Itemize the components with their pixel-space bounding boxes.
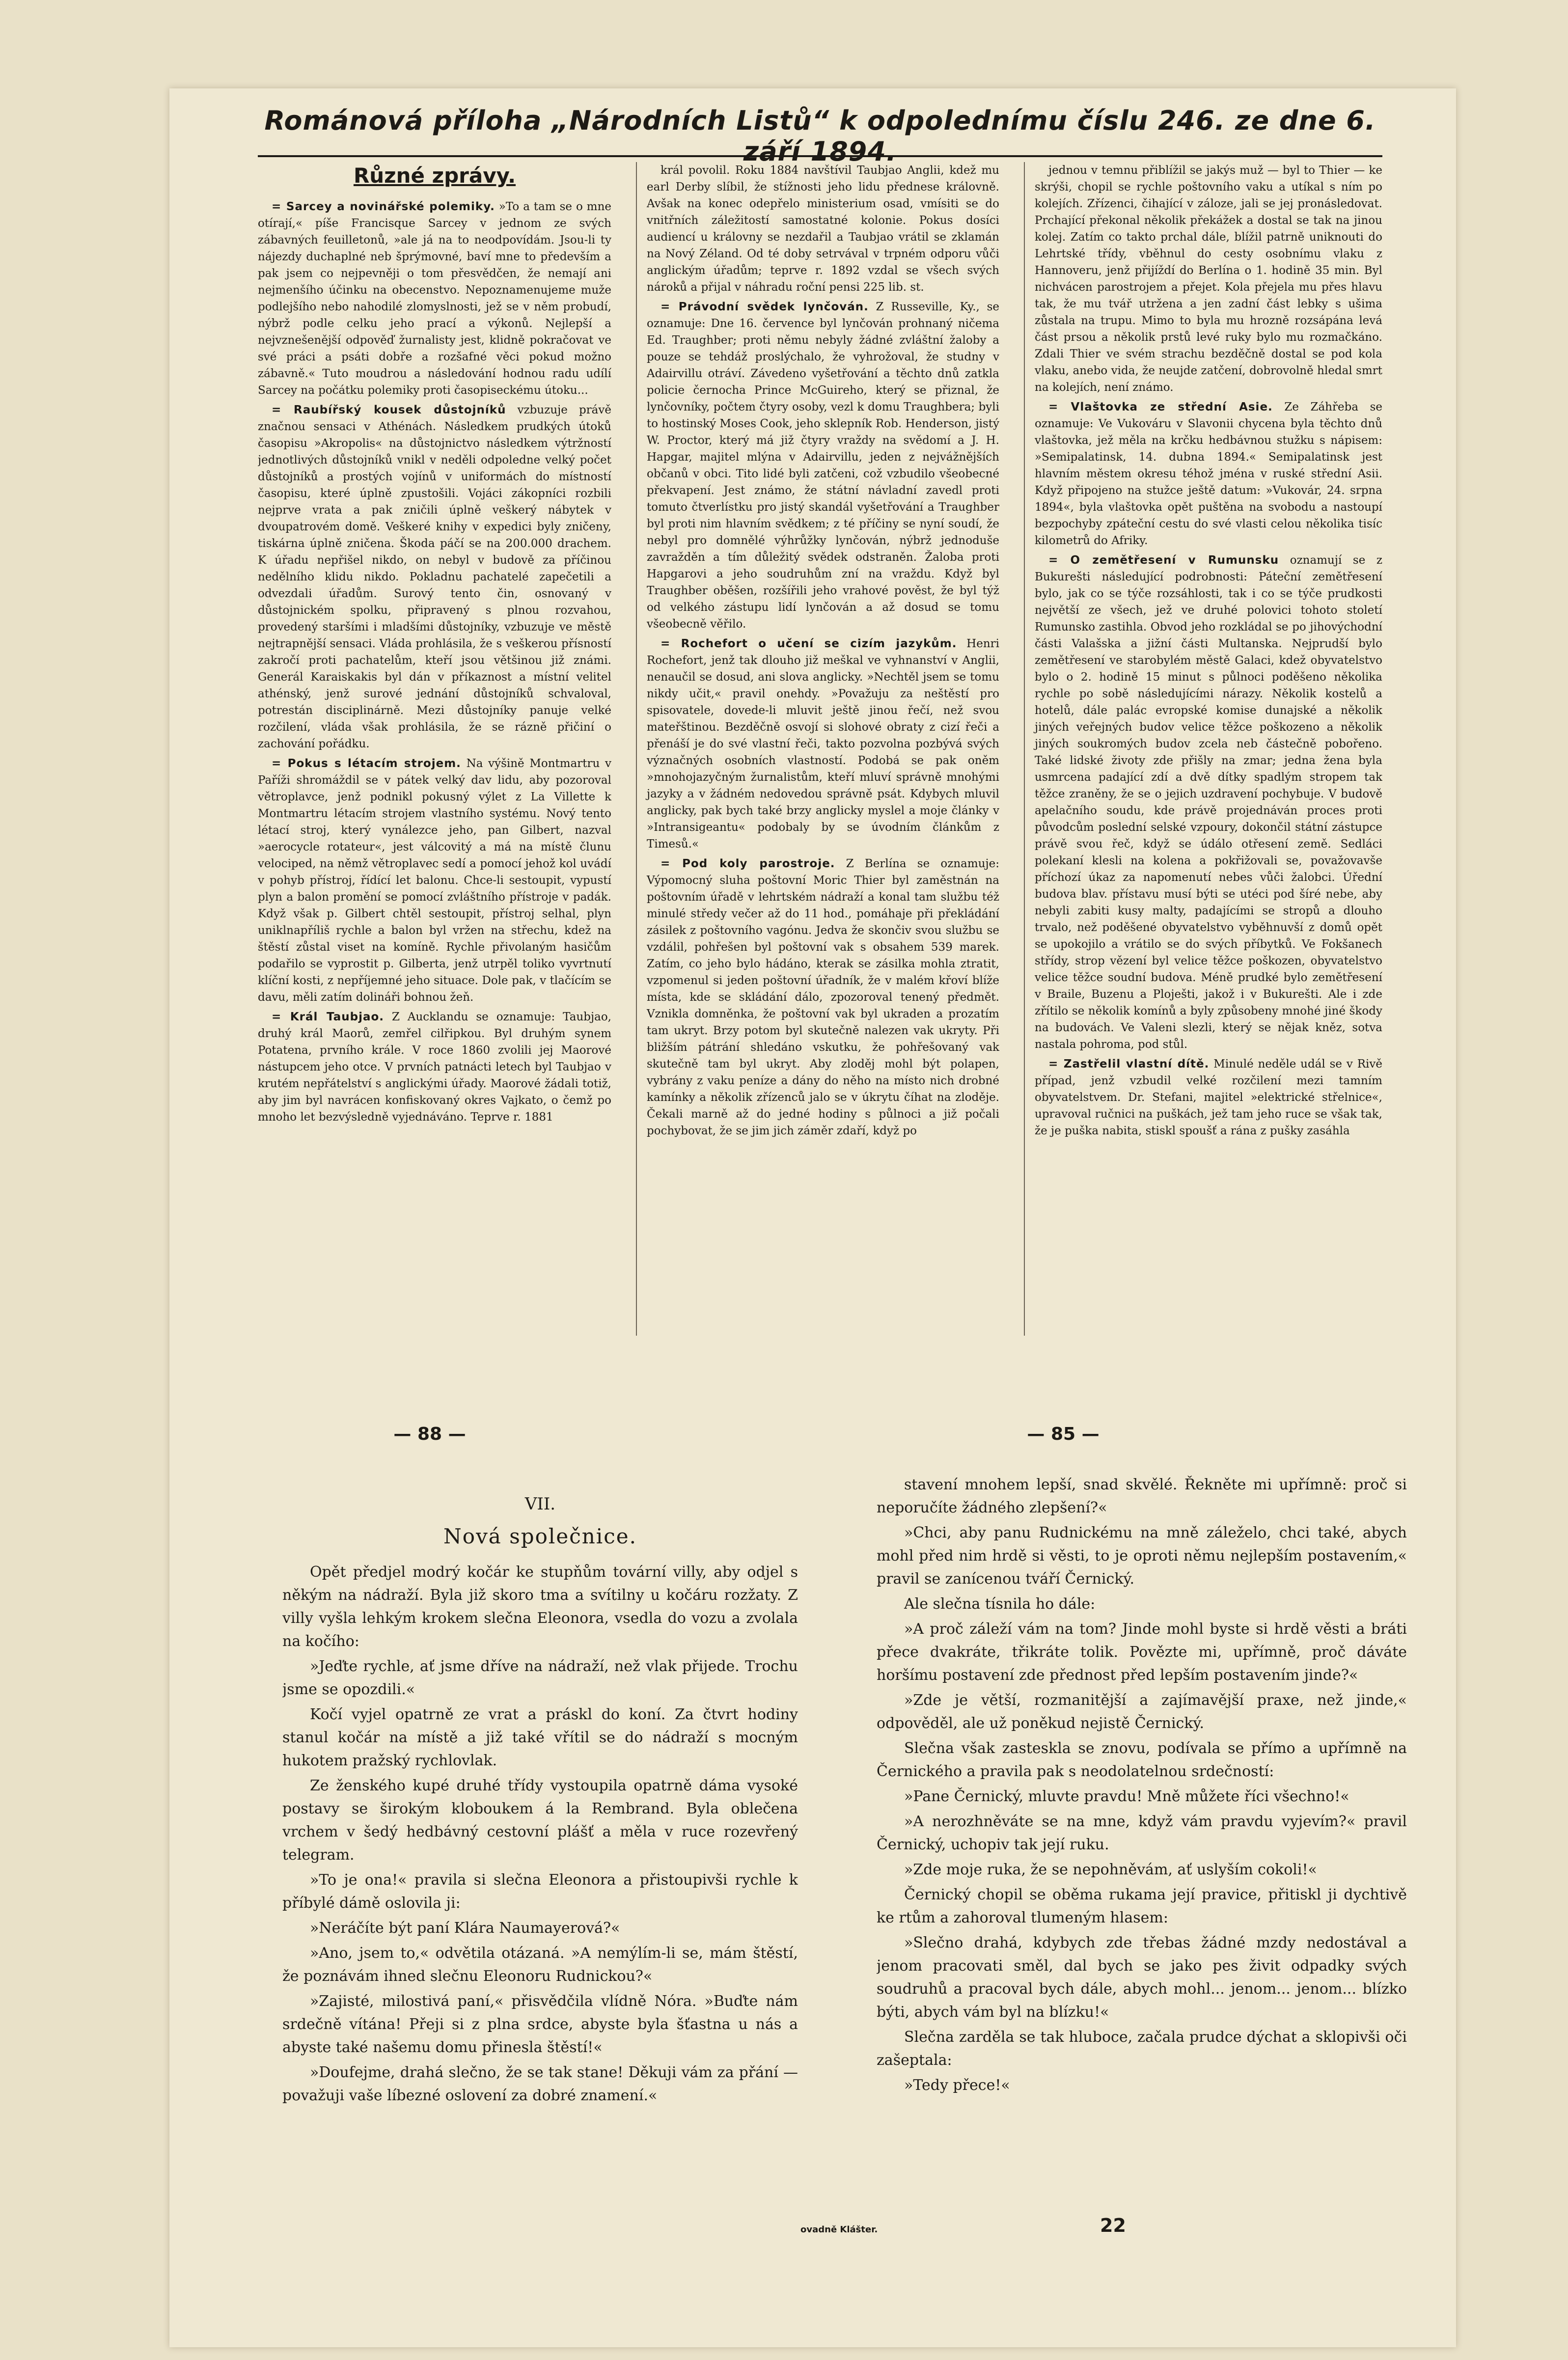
chapter-title: Nová společnice. (443, 1524, 637, 1548)
page-number-left: — 88 — (393, 1424, 466, 1444)
novel-paragraph: Ze ženského kupé druhé třídy vystoupila opatrně dáma vysoké postavy se širokým kloboukem á la Rembrand. Byla oblečena vrchem v šedý hedbávný cestovní plášť a měla v ruce rozevřený telegram. (282, 1777, 798, 1864)
article-text: jednou v temnu přiblížil se jakýs muž — byl to Thier — ke skrýši, chopil se rychle poštovního vaku a utíkal s ním po kolejích. Zřízenci, čihající v záloze, jali se jej pronásledovat. Prchající překonal několik překážek a dostal se tak na jinou kolej. Zatím co takto prchal dále, blížil patrně uniknouti do Lehrtské třídy, vběhnul do cesty osobnímu vlaku z Hannoveru, jenž přijíždí do Berlína o 1. hodině 35 min. Byl nichvácen parostrojem a přejet. Kola přejela mu přes hlavu tak, že mu tvář utržena a jen zadní část lebky s ušima zůstala na trupu. Mimo to byla mu hrozně rozsápána levá část prsou a několik prstů levé ruky bylo mu rozmačkáno. Zdali Thier ve svém strachu bezděčně dostal se pod kola vlaku, anebo vida, že neujde zatčení, dobrovolně hledal smrt na kolejích, není známo. (1035, 164, 1382, 394)
page-number-right: — 85 — (1027, 1424, 1100, 1444)
article (647, 855, 999, 1139)
article (1035, 552, 1382, 1053)
novel-paragraph: Černický chopil se oběma rukama její pravice, přitiskl ji dychtivě ke rtům a zahoroval tlumeným hlasem: (877, 1886, 1407, 1926)
article (647, 162, 999, 296)
article-headline: = Raubířský kousek důstojníků (272, 404, 506, 416)
novel-right-page (877, 1473, 1407, 2318)
novel-paragraph: »Ano, jsem to,« odvětila otázaná. »A nemýlím-li se, mám štěstí, že poznávám ihned slečnu Eleonoru Rudnickou?« (282, 1945, 798, 1985)
novel-paragraph: »Doufejme, drahá slečno, že se tak stane! Děkuji vám za přání — považuji vaše líbezné oslovení za dobré znamení.« (282, 2064, 798, 2104)
novel-paragraph: »Zajisté, milostivá paní,« přisvědčila vlídně Nóra. »Buďte nám srdečně vítána! Přeji si z plna srdce, abyste byla šťastna u nás a abyste také našemu domu přinesla štěstí!« (282, 1993, 798, 2056)
article-text: »To a tam se o mne otírají,« píše Francisque Sarcey v jednom ze svých zábavných feuilletonů, »ale já na to neodpovídám. Jsou-li ty nájezdy duchaplné neb šprýmovné, baví mne to především a pak jsem co nejpevněji o tom přesvědčen, že nemají ani nejmenšího účinku na obecenstvo. Nepoznamenujeme muže podlejšího nebo nahodilé zlomyslnosti, jež se v něm probudí, nýbrž podle celku jeho prací a výkonů. Nejlepší a nejvznešenější odpověď žurnalisty jest, klidně pokračovat ve své práci a psáti dobře a rozšafné věci pokud možno zábavně.« Tuto moudrou a následování hodnou radu udílí Sarcey na počátku polemiky proti časopiseckému útoku... (258, 200, 611, 397)
novel-paragraph: Slečna však zastesklа se znovu, podívala se přímo a upřímně na Černického a pravila pak s neodolatelnou srdečností: (877, 1740, 1407, 1780)
article-headline: = Král Taubjao. (272, 1011, 385, 1023)
article-text: Z Russeville, Ky., se oznamuje: Dne 16. července byl lynčován prohnaný ničema Ed. Traughber; proti němu nebyly žádné zvláštní žaloby a pouze se tehdáž proslýchalo, že vyhrožoval, že studny v Adairvillu otráví. Závedeno vyšetřování a těchto dnů zatkla policie černocha Prince McGuireho, který se přiznal, že lynčovníky, počtem čtyry osoby, vezl k domu Traughbera; byli to hostinský Moses Cook, jeho sklepník Rob. Henderson, jistý W. Proctor, který má již čtyry vraždy na svědomí a J. H. Hapgar, majitel mlýna v Adairvillu, jeden z nejvážnějších občanů v obci. Tito lidé byli zatčeni, což vzbudilo všeobecné překvapení. Jest známo, že státní návladní zavedl proti tomuto čtverlístku pro jistý skandál vyšetřování a Traughber byl proti nim hlavním svědkem; z té příčiny se nyní soudí, že nebyl pro domnělé výhrůžky lynčován, nýbrž jednoduše zavražděn a tím důležitý svědek odstraněn. Žaloba proti Hapgarovi a jeho soudruhům zní na vraždu. Když byl Traughber oběšen, rozšířili jeho vrahové pověst, že byl týž od velkého zástupu lidí lynčován a až dosud se tomu všeobecně věřilo. (647, 301, 1000, 631)
novel-paragraph: Ale slečna tísnila ho dále: (904, 1595, 1096, 1613)
article-text: Z Berlína se oznamuje: Výpomocný sluha poštovní Moric Thier byl zaměstnán na poštovním úřadě v lehrtském nádraží a konal tam službu též minulé středy večer až do 11 hod., pomáhaje při překládání zásilek z poštovního vagónu. Jedva že skončiv svou službu se vzdálil, pohřešen byl poštovní vak s obsahem 539 marek. Zatím, co jeho bylo hádáno, kterak se zásilka mohla ztratit, vzpomenul si jeden poštovní úřadník, že v malém křoví blíže místa, kde se skládání dálo, zpozoroval tenený předmět. Vznikla domněnka, že poštovní vak byl ukraden a prozatím tam ukryt. Brzy potom byl skutečně nalezen vak ukryty. Při bližším pátrání shledáno vskutku, že pohřešovaný vak skutečně tam byl ukryt. Aby zloděj mohl být polapen, vybrány z vaku peníze a dány do něho na místo nich drobné kamínky a několik zřízenců jalo se v úkrytu číhat na zloděje. Čekali marně až do jedné hodiny s půlnoci a již počali pochybovat, že se jim jich záměr zdaří, když po (647, 857, 1000, 1137)
novel-paragraph: »A proč záleží vám na tom? Jinde mohl byste si hrdě věsti a bráti přece dvakráte, třikráte tolik. Povězte mi, upřímně, proč dáváte horšímu postavení zde přednost před lepším postavením jinde?« (877, 1620, 1407, 1684)
article-headline: = Pokus s létacím strojem. (272, 757, 461, 770)
article-text: Ze Záhřeba se oznamuje: Ve Vukováru v Slavonii chycena byla těchto dnů vlaštovka, jež měla na krčku hedbávnou stužku s nápisem: »Semipalatinsk, 14. dubna 1894.« Semipalatinsk jest hlavním městem okresu téhož jména v ruské střední Asii. Když připojeno na stužce ještě datum: »Vukovár, 24. srpna 1894«, byla vlaštovka opět puštěna na svobodu a nastoupí bezpochyby zpáteční cestu do své vlasti celou několika tisíc kilometrů do Afriky. (1035, 401, 1382, 547)
article (1035, 399, 1382, 549)
printer-signature: ovadně Klášter. (800, 2224, 878, 2235)
article-headline: = Pod koly parostroje. (660, 857, 835, 870)
page-header: Románová příloha „Národních Listů“ k odpolednímu číslu 246. ze dne 6. září 1894. (258, 98, 1382, 157)
article-text: Na výšině Montmartru v Paříži shromáždil se v pátek velký dav lidu, aby pozoroval větroplavce, jenž podnikl pokusný výlet z La Villette k Montmartru létacím strojem vlastního systému. Nový tento létací stroj, který vynálezce jeho, pan Gilbert, nazval »aerocycle rotateur«, jest válcovitý a má na místě člunu velociped, na němž větroplavec sedí a pomocí jehož kol uvádí v pohyb přístroj, řídící let balonu. Chce-li sestoupit, vypustí plyn a balon promění se pomocí zvláštního přístroje v padák. Když však p. Gilbert chtěl sestoupit, přístroj selhal, plyn uniklnapříliš rychle a balon byl vržen na střechu, kdež na štěstí zůstal viset na komíně. Rychle přivolaným hasičům podařilo se vyprostit p. Gilberta, jenž utrpěl toliko vyvrtnutí klíční kosti, z nepříjemné jeho situace. Dole pak, v tlačícím se davu, měli zatím dolináři bohnou žeň. (258, 757, 612, 1004)
column-3 (1024, 162, 1382, 1336)
article (647, 635, 999, 852)
article-text: oznamují se z Bukurešti následující podrobnosti: Páteční zemětřesení bylo, jak co se týče rozsáhlosti, tak i co se týče prudkosti největší ze všech, jež ve druhé polovici tohoto století Rumunsko zastihla. Obvod jeho rozkládal se po jihovýchodní části Valašska a jižní části Multanska. Nejprudší bylo zemětřesení ve starobylém městě Galaci, kdež obyvatelstvo bylo o 2. hodině 15 minut s půlnoci poděšeno několika rychle po sobě následujícími nárazy. Několik kostelů a hotelů, dále palác evropské komise dunajské a několik jiných veřejných budov velice těžce poškozeno a několik jiných soukromých budov zcela neb částečně pobořeno. Také lidské životy zde přišly na zmar; jedna žena byla usmrcena padající zdí a dvě dítky spadlým stropem tak těžce zraněny, že se o jejich uzdravení pochybuje. V budově apelačního soudu, kde právě projednáván proces proti původcům poslední selské vzpoury, dokončil státní zástupce právě svou řeč, když se údálo otřesení země. Sedláci polekaní klesli na kolena a pokřižovali se, považovavše příchozí úkaz za napomenutí nebes vůči žalobci. Úřední budova blav. přístavu musí býti se utéci pod šíré nebe, aby nebyli zabiti kusy malty, padajícími se stropů a dlouho trvalo, než poděšené obyvatelstvo vyběhnuvší z domů opět se upokojilo a vrátilo se do svých příbytků. Ve Fokšanech střídy, strop vězení byl velice těžce poškozen, obyvatelstvo velice těžce soudní budova. Méně prudké bylo zemětřesení v Braile, Buzenu a Ploješti, jakož i v Bukurešti. Ale i zde zřítilo se několik komínů a byly způsobeny mnohé jiné škody na budovách. Ve Valeni slezli, který se nějak kněz, sotva nastala pohroma, pod stůl. (1035, 554, 1382, 1051)
article (647, 299, 999, 632)
article-headline: = Sarcey a novinářské polemiky. (272, 200, 495, 213)
article-text: král povolil. Roku 1884 navštívil Taubjao Anglii, kdež mu earl Derby slíbil, že stížnosti jeho lidu přednese královně. Avšak na konec odepřelo ministerium osad, vmísiti se do vnitřních záležitostí samostatné kolonie. Pokus dosíci audiencí u královny se nezdařil a Taubjao vrátil se zklamán na Nový Zéland. Od té doby setrvával v trpném odporu vůči anglickým úřadům; teprve r. 1892 vzdal se všech svých nároků a přijal v náhradu roční pensi 225 lib. st. (647, 164, 999, 294)
column-2 (636, 162, 1009, 1336)
article (258, 198, 611, 399)
news-section (258, 162, 1382, 1336)
novel-paragraph: »A nerozhněváte se na mne, když vám pravdu vyjevím?« pravil Černický, uchopiv tak její ruku. (877, 1813, 1407, 1853)
article (1035, 162, 1382, 396)
article-headline: = O zemětřesení v Rumunsku (1048, 554, 1279, 567)
article-text: vzbuzuje právě značnou sensaci v Athénách. Následkem prudkých útoků časopisu »Akropolis« na důstojnictvo následkem výtržností jednotlivých důstojníků vnikl v neděli odpoledne velký počet důstojníků a prostých vojínů v uniformách do místností časopisu, které úplně zpustošili. Vojáci zákopníci rozbili nejprve vrata a pak zničili úplně veškerý nábytek v dvoupatrovém domě. Veškeré knihy v expedici byly zničeny, tiskárna úplně zničena. Škoda páčí se na 200.000 drachem. K úřadu nepřišel nikdo, on nebyl v budově za příčinou nedělního klidu nikdo. Pokladnu pachatelé zapečetili a odvezdali úřadům. Surový tento čin, osnovaný v důstojnickém spolku, připravený s plnou rozvahou, provedený staršími i mladšími důstojníky, vzbuzuje ve městě nejtrapnější sensaci. Vláda prohlásila, že s veškerou přísností zakročí proti pachatelům, kteří jsou většinou již známi. Generál Karaiskakis byl dán v příkaznost a místní velitel athénský, jenž surové jednání důstojníků schvaloval, potrestán disciplinárně. Mezi důstojníky panuje velké rozčilení, vláda však prohlásila, že se rázně přičiní o zachování pořádku. (258, 404, 612, 750)
novel-paragraph: »Neráčíte být paní Klára Naumayerová?« (310, 1920, 620, 1937)
chapter-number: VII. (524, 1494, 556, 1514)
sheet-number: 22 (1100, 2215, 1126, 2236)
newspaper-page (169, 88, 1456, 2347)
novel-paragraph: Slečna zarděla se tak hluboce, začala prudce dýchat a sklopivši oči zašeptala: (877, 2029, 1407, 2069)
article-headline: = Právodní svědek lynčován. (660, 301, 869, 313)
article-text: Z Aucklandu se oznamuje: Taubjao, druhý král Maorů, zemřel cilřipkou. Byl druhým synem Potatena, prvního krále. V roce 1860 zvolili jej Maorové nástupcem jeho otce. V prvních patnácti letech byl Taubjao v krutém nepřátelství s anglickými úřady. Maorové žádali totiž, aby jim byl navrácen konfiskovaný okres Vajkato, o čemž po mnoho let bezvýsledně vyjednáváno. Teprve r. 1881 (258, 1011, 611, 1124)
novel-paragraph: »Chci, aby panu Rudnickému na mně záleželo, chci také, abych mohl před nim hrdě si věsti, to je oproti němu nejlepším postavením,« pravil se zanícenou tváří Černický. (877, 1524, 1407, 1588)
article (1035, 1056, 1382, 1139)
column-1 (258, 162, 621, 1336)
novel-paragraph: »Jeďte rychle, ať jsme dříve na nádraží, než vlak přijede. Trochu jsme se opozdili.« (282, 1658, 798, 1698)
article (258, 755, 611, 1006)
article-headline: = Vlaštovka ze střední Asie. (1048, 401, 1273, 413)
article (258, 402, 611, 752)
article-text: Henri Rochefort, jenž tak dlouho již meškal ve vyhnanství v Anglii, nenaučil se dosud, ani slova anglicky. »Nechtěl jsem se tomu nikdy učit,« pravil onehdy. »Považuju za neštěstí pro spisovatele, dovede-li mluvit ještě jinou řečí, než svou mateřštinou. Bezděčně osvojí si slohové obraty z cizí řeči a přenáší je do své vlastní řeči, takto pozvolna pozbývá svých význačných osobních vlastností. Podobá se pak oněm »mnohojazyčným žurnalistům, kteří mluví správně mnohými jazyky a v žádném nedovedou správně psát. Kdybych mluvil anglicky, pak bych také brzy anglicky myslel a moje články v »Intransigeantu« podobaly by se úvodním článkům z Timesů.« (647, 637, 999, 851)
article-headline: = Rochefort o učení se cizím jazykům. (660, 637, 957, 650)
novel-paragraph: »Zde je větší, rozmanitější a zajímavější praxe, než jinde,« odpověděl, ale už poněkud nejistě Černický. (877, 1692, 1407, 1732)
novel-left-page (282, 1473, 798, 2318)
article-text: Minulé neděle udál se v Rivě případ, jenž vzbudil velké rozčilení mezi tamním obyvatelstvem. Dr. Stefani, majitel »elektrické střelnice«, upravoval ručnici na puškách, jež tam jeho ruce se však tak, že je puška nabita, stiskl spoušť a rána z pušky zasáhla (1035, 1058, 1382, 1137)
novel-paragraph: »To je ona!« pravila si slečna Eleonora a přistoupivši rychle k příbylé dámě oslovila ji: (282, 1871, 798, 1912)
article-headline: = Zastřelil vlastní dítě. (1048, 1058, 1210, 1070)
novel-paragraph: Kočí vyjel opatrně ze vrat a práskl do koní. Za čtvrt hodiny stanul kočár na místě a již také vřítil se do nádraží s mocným hukotem pražský rychlovlak. (282, 1706, 798, 1769)
section-title: Různé zprávy. (353, 164, 516, 188)
novel-paragraph: Opět předjel modrý kočár ke stupňům tovární villy, aby odjel s někým na nádraží. Byla již skoro tma a svítilny u kočáru rozžaty. Z villy vyšla lehkým krokem slečna Eleonora, vsedla do vozu a zvolala na kočího: (282, 1564, 798, 1650)
novel-paragraph: »Zde moje ruka, že se nepohněvám, ať uslyším cokoli!« (904, 1861, 1317, 1878)
novel-paragraph: »Tedy přece!« (904, 2077, 1010, 2094)
novel-paragraph: stavení mnohem lepší, snad skvělé. Řekněte mi upřímně: proč si neporučíte žádného zlepšení?« (877, 1476, 1407, 1516)
novel-paragraph: »Pane Černický, mluvte pravdu! Mně můžete říci všechno!« (904, 1788, 1349, 1805)
article (258, 1009, 611, 1125)
novel-paragraph: »Slečno drahá, kdybych zde třebas žádné mzdy nedostával a jenom pracovati směl, dal bych se jako pes živit odpadky svých soudruhů a pracoval bych dále, abych mohl... jenom... jenom... blízko býti, abych vám byl na blízku!« (877, 1934, 1407, 2021)
